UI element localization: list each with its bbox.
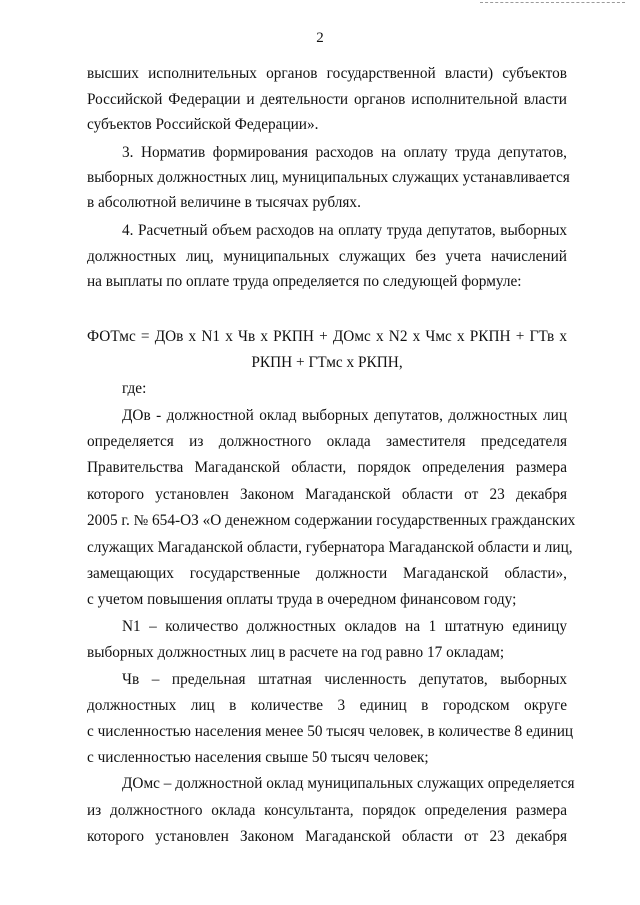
page-number: 2 bbox=[316, 30, 324, 46]
text-line: Чв – предельная штатная численность депутатов, выборных bbox=[122, 671, 567, 688]
text-line: выборных должностных лиц в расчете на год равно 17 окладам; bbox=[87, 644, 505, 661]
text-line: на выплаты по оплате труда определяется по следующей формуле: bbox=[87, 273, 522, 290]
formula-line: ФОТмс = ДОв x N1 x Чв x РКПН + ДОмс x N2 x Чмс x РКПН + ГТв x bbox=[87, 328, 567, 345]
text-line: 2005 г. № 654-ОЗ «О денежном содержании государственных гражданских bbox=[87, 512, 576, 529]
text-line: должностных лиц, муниципальных служащих без учета начислений bbox=[87, 248, 567, 265]
text-line: высших исполнительных органов государственной власти) субъектов bbox=[87, 65, 567, 82]
text-line: ДОмс – должностной оклад муниципальных служащих определяется bbox=[122, 775, 575, 792]
formula-line: РКПН + ГТмс x РКПН, bbox=[251, 354, 403, 371]
text-line: N1 – количество должностных окладов на 1 штатную единицу bbox=[122, 618, 567, 635]
text-line: Правительства Магаданской области, порядок определения размера bbox=[87, 459, 567, 476]
text-line: 3. Норматив формирования расходов на оплату труда депутатов, bbox=[122, 144, 567, 161]
text-line: которого установлен Законом Магаданской области от 23 декабря bbox=[87, 828, 567, 845]
text-line: с учетом повышения оплаты труда в очередном финансовом году; bbox=[87, 591, 517, 608]
text-line: с численностью населения свыше 50 тысяч человек; bbox=[87, 749, 429, 766]
text-line: субъектов Российской Федерации». bbox=[87, 116, 319, 133]
text-line: замещающих государственные должности Магаданской области», bbox=[87, 565, 567, 582]
text-line: которого установлен Законом Магаданской области от 23 декабря bbox=[87, 486, 567, 503]
text-line: 4. Расчетный объем расходов на оплату труда депутатов, выборных bbox=[122, 222, 567, 239]
text-line: в абсолютной величине в тысячах рублях. bbox=[87, 194, 361, 211]
text-line: ДОв - должностной оклад выборных депутатов, должностных лиц bbox=[122, 407, 567, 424]
text-line: из должностного оклада консультанта, порядок определения размера bbox=[87, 802, 567, 819]
text-line: где: bbox=[122, 380, 147, 397]
text-line: с численностью населения менее 50 тысяч человек, в количестве 8 единиц bbox=[87, 723, 574, 740]
text-line: Российской Федерации и деятельности органов исполнительной власти bbox=[87, 91, 567, 108]
text-line: служащих Магаданской области, губернатора Магаданской области и лиц, bbox=[87, 539, 573, 556]
text-line: должностных лиц в количестве 3 единиц в городском округе bbox=[87, 697, 567, 714]
text-line: определяется из должностного оклада заместителя председателя bbox=[87, 433, 567, 450]
top-rule bbox=[480, 2, 625, 3]
text-line: выборных должностных лиц, муниципальных служащих устанавливается bbox=[87, 169, 570, 186]
